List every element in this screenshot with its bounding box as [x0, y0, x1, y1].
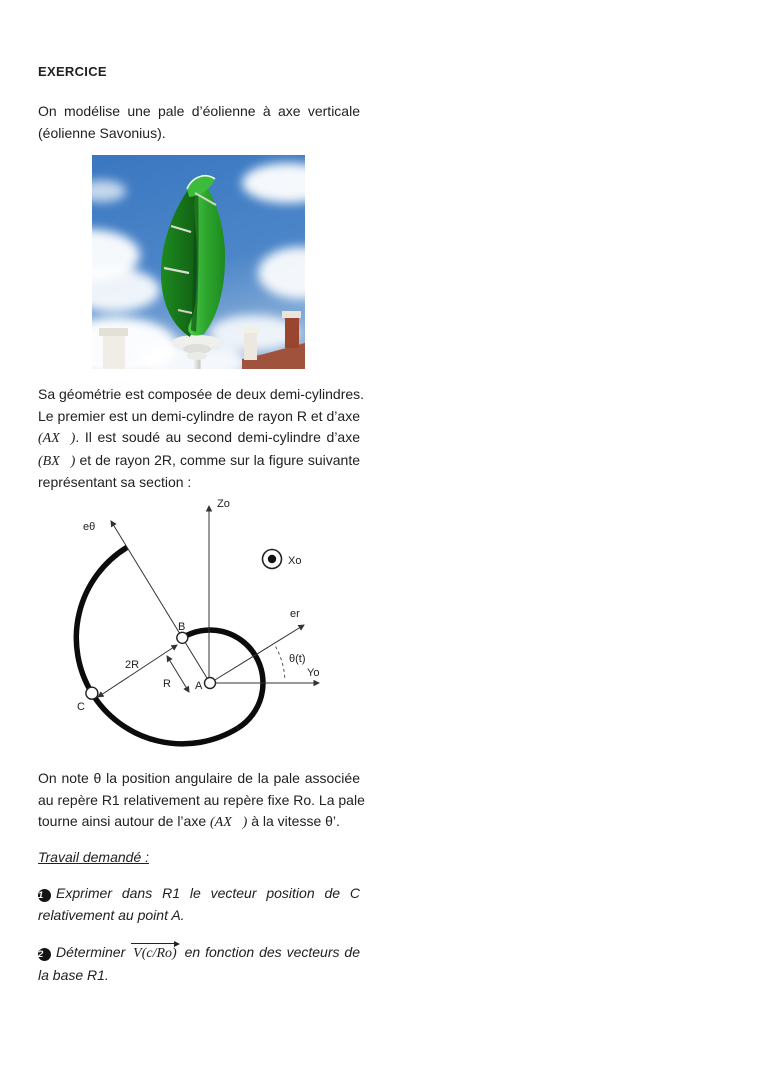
question-2 [38, 942, 360, 986]
theta-label: θ(t) [289, 653, 306, 665]
theta-angle-arc [276, 647, 285, 678]
text-line: On note θ la position angulaire de la pale associée [38, 770, 360, 786]
text-line: tourne ainsi autour de l’axe (AX⃗) à la vitesse θ’. [38, 813, 340, 830]
r-label: R [163, 678, 171, 690]
er-label: er [290, 608, 300, 620]
text-line: 2 Déterminer V(c/Ro) en fonction des vecteurs de [38, 944, 360, 961]
white-chimney [244, 332, 257, 360]
text-line: (BX⃗) et de rayon 2R, comme sur la figure suivante [38, 451, 360, 469]
section-figure-art [30, 486, 360, 758]
chimney-cap [242, 327, 259, 333]
text-line: (AX⃗). Il est soudé au second demi-cylindre d’axe [38, 429, 360, 446]
section-figure [30, 486, 360, 758]
turbine-photo-art [92, 155, 305, 369]
xo-label: Xo [288, 555, 302, 567]
left-chimney-cap [99, 328, 128, 336]
large-half-cylinder-arc [76, 547, 237, 743]
axis-ax-notation: (AX⃗) [38, 431, 76, 446]
etheta-label: eθ [83, 521, 96, 533]
exercise-heading: EXERCICE [38, 64, 107, 79]
point-a-label: A [195, 680, 203, 692]
work-section-heading: Travail demandé : [38, 849, 150, 865]
geometry-paragraph [38, 384, 365, 494]
chimney-cap [282, 311, 301, 318]
question-1-bullet: 1 [38, 889, 51, 902]
point-c-label: C [77, 701, 85, 713]
intro-paragraph [38, 101, 360, 144]
velocity-vector-notation: V(c/Ro) [131, 943, 179, 961]
point-b [177, 632, 188, 643]
xo-axis-dot [268, 555, 276, 563]
hub-disc [187, 352, 207, 360]
2r-label: 2R [125, 659, 140, 671]
building-chimney [285, 316, 299, 348]
axis-bx-notation: (BX⃗) [38, 453, 76, 469]
rotation-paragraph [38, 768, 365, 834]
zo-label: Zo [217, 498, 230, 510]
text-line: la base R1. [38, 966, 109, 983]
question-1 [38, 883, 360, 926]
text-line: (éolienne Savonius). [38, 124, 166, 141]
point-c [86, 687, 98, 699]
text-line: représentant sa section : [38, 474, 192, 490]
yo-label: Yo [307, 667, 320, 679]
axis-ax-notation: (AX⃗) [210, 815, 248, 830]
text-line: relativement au point A. [38, 906, 185, 923]
question-2-bullet: 2 [38, 948, 51, 961]
text-line: 1 Exprimer dans R1 le vecteur position de C [38, 885, 360, 901]
text-line: Sa géométrie est composée de deux demi-cylindres. [38, 386, 365, 402]
text-line: Le premier est un demi-cylindre de rayon R et d’axe [38, 407, 360, 424]
point-a [205, 678, 216, 689]
text-line: On modélise une pale d’éolienne à axe verticale [38, 103, 360, 119]
turbine-photo [92, 155, 305, 369]
text-line: au repère R1 relativement au repère fixe Ro. La pale [38, 791, 365, 808]
left-chimney [103, 335, 125, 369]
point-b-label: B [178, 621, 186, 633]
